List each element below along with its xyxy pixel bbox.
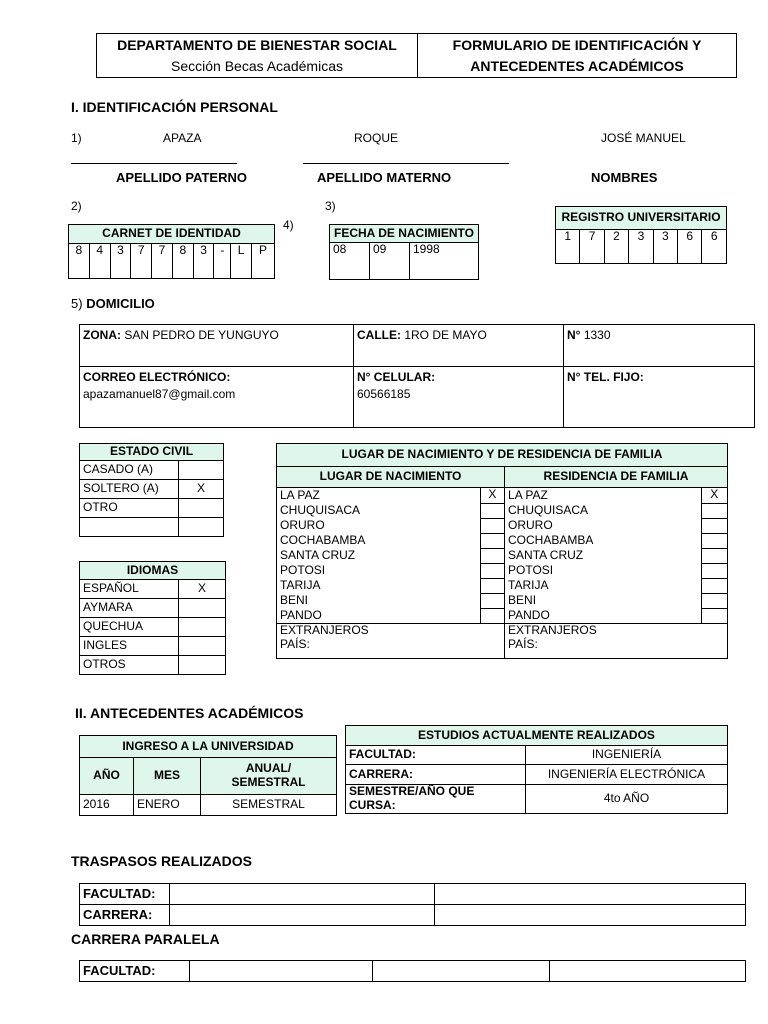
materno-underline — [303, 163, 509, 164]
lugar-nac-dept: TARIJA — [277, 578, 481, 593]
lugar-res-dept: TARIJA — [505, 578, 702, 593]
lugar-res-dept: CHUQUISACA — [505, 503, 702, 518]
estado-civil-checkbox[interactable] — [179, 461, 224, 480]
paterno-underline — [71, 163, 237, 164]
header-box — [96, 33, 737, 78]
idioma-row — [80, 637, 226, 656]
section-subtitle: Sección Becas Académicas — [171, 58, 343, 74]
traspasos-facultad-label: FACULTAD: — [80, 884, 170, 905]
lugar-res-checkbox[interactable] — [701, 563, 727, 578]
col-anual-line1: ANUAL/ — [245, 761, 292, 776]
traspasos-carrera-cell-2[interactable] — [435, 905, 746, 926]
section-personal-heading: I. IDENTIFICACIÓN PERSONAL — [71, 99, 278, 115]
lugar-res-checkbox[interactable]: X — [701, 488, 727, 504]
fecha-dia: 08 — [330, 243, 370, 280]
estudios-table — [345, 725, 728, 814]
idioma-checkbox[interactable]: X — [179, 580, 226, 599]
paralela-heading: CARRERA PARALELA — [71, 931, 220, 947]
lugar-nac-dept: SANTA CRUZ — [277, 548, 481, 563]
col-anual-line2: SEMESTRAL — [231, 775, 306, 789]
lugar-row — [277, 533, 728, 548]
extranjeros-label-1: EXTRANJEROS — [280, 623, 369, 637]
estado-civil-option: CASADO (A) — [80, 461, 179, 480]
zona-label: ZONA: — [83, 328, 121, 342]
lugar-nac-dept: ORURO — [277, 518, 481, 533]
carnet-table — [68, 224, 275, 279]
nombres-label: NOMBRES — [591, 170, 658, 185]
lugar-res-checkbox[interactable] — [701, 593, 727, 608]
carnet-digit: 3 — [110, 244, 131, 279]
traspasos-facultad-cell-1[interactable] — [170, 884, 435, 905]
idioma-checkbox[interactable] — [179, 618, 226, 637]
col-mes-header: MES — [134, 758, 201, 795]
lugar-res-checkbox[interactable] — [701, 533, 727, 548]
pais-label-2: PAÍS: — [508, 636, 538, 651]
estado-civil-option: SOLTERO (A) — [80, 480, 179, 499]
carnet-digit: 7 — [152, 244, 173, 279]
lugar-row — [277, 593, 728, 608]
domicilio-table — [79, 324, 755, 428]
zona-value: SAN PEDRO DE YUNGUYO — [124, 328, 279, 342]
idioma-option: INGLES — [80, 637, 179, 656]
lugar-res-checkbox[interactable] — [701, 608, 727, 624]
semestre-value: 4to AÑO — [526, 785, 728, 814]
idioma-row — [80, 618, 226, 637]
estado-civil-row — [80, 461, 224, 480]
item-4-number: 4) — [283, 218, 294, 232]
lugar-nac-checkbox[interactable] — [480, 533, 504, 548]
form-title-line1: FORMULARIO DE IDENTIFICACIÓN Y — [452, 37, 702, 53]
traspasos-facultad-cell-2[interactable] — [435, 884, 746, 905]
lugar-nacimiento-header: LUGAR DE NACIMIENTO — [277, 467, 505, 488]
lugar-res-dept: SANTA CRUZ — [505, 548, 702, 563]
fecha-table — [329, 224, 479, 280]
lugar-nac-checkbox[interactable]: X — [480, 488, 504, 504]
lugar-row — [277, 548, 728, 563]
lugar-res-dept: LA PAZ — [505, 488, 702, 504]
lugar-nac-dept: PANDO — [277, 608, 481, 624]
facultad-label: FACULTAD: — [346, 746, 526, 765]
nombres-value: JOSÉ MANUEL — [601, 131, 686, 145]
registro-digit: 7 — [580, 230, 604, 264]
ingreso-anio: 2016 — [80, 795, 134, 816]
extranjeros-nacimiento-cell — [277, 624, 505, 659]
idioma-option: QUECHUA — [80, 618, 179, 637]
residencia-familia-header: RESIDENCIA DE FAMILIA — [505, 467, 728, 488]
carnet-label: CARNET DE IDENTIDAD — [69, 225, 275, 244]
traspasos-heading: TRASPASOS REALIZADOS — [71, 853, 252, 869]
calle-cell — [354, 325, 564, 367]
idioma-row — [80, 656, 226, 675]
idiomas-title: IDIOMAS — [80, 562, 226, 580]
apellido-materno-value: ROQUE — [354, 131, 399, 145]
zona-cell — [80, 325, 354, 367]
paralela-cell-3[interactable] — [550, 961, 746, 982]
traspasos-carrera-cell-1[interactable] — [170, 905, 435, 926]
tel-fijo-cell — [564, 367, 755, 428]
extranjeros-label-2: EXTRANJEROS — [508, 623, 597, 637]
lugar-res-dept: PANDO — [505, 608, 702, 624]
lugar-row — [277, 503, 728, 518]
apellido-materno-label: APELLIDO MATERNO — [317, 170, 452, 185]
fecha-anio: 1998 — [410, 243, 479, 280]
pais-label-1: PAÍS: — [280, 636, 310, 651]
celular-value: 60566185 — [357, 386, 411, 401]
lugar-row — [277, 518, 728, 533]
ingreso-anual: SEMESTRAL — [201, 795, 337, 816]
lugar-nac-checkbox[interactable] — [480, 608, 504, 624]
fecha-label: FECHA DE NACIMIENTO — [330, 225, 479, 243]
carnet-digit: 8 — [172, 244, 193, 279]
celular-label: N° CELULAR: — [357, 370, 436, 384]
registro-digit: 2 — [604, 230, 628, 264]
numero-cell — [564, 325, 755, 367]
idioma-option: ESPAÑOL — [80, 580, 179, 599]
lugar-row — [277, 578, 728, 593]
carnet-digit: P — [251, 244, 274, 279]
item-1-number: 1) — [71, 131, 82, 145]
ingreso-table — [79, 735, 337, 816]
idioma-checkbox[interactable] — [179, 656, 226, 675]
lugar-nac-checkbox[interactable] — [480, 503, 504, 518]
lugar-row — [277, 608, 728, 624]
paralela-facultad-label: FACULTAD: — [80, 961, 190, 982]
paralela-table — [79, 960, 746, 982]
estado-civil-table — [79, 443, 224, 537]
lugar-table — [276, 443, 728, 659]
semestre-label: SEMESTRE/AÑO QUE CURSA: — [346, 785, 526, 814]
item-3-number: 3) — [325, 199, 336, 213]
item-2-number: 2) — [71, 199, 82, 213]
apellido-paterno-value: APAZA — [163, 131, 202, 145]
carnet-digit: 3 — [193, 244, 214, 279]
lugar-nac-checkbox[interactable] — [480, 548, 504, 563]
registro-digit: 6 — [702, 230, 727, 264]
col-anio-header: AÑO — [80, 758, 134, 795]
carnet-digit: 4 — [89, 244, 110, 279]
lugar-nac-dept: CHUQUISACA — [277, 503, 481, 518]
lugar-res-dept: BENI — [505, 593, 702, 608]
numero-value: 1330 — [583, 328, 611, 342]
carnet-digit: L — [231, 244, 252, 279]
facultad-value: INGENIERÍA — [526, 746, 728, 765]
lugar-title: LUGAR DE NACIMIENTO Y DE RESIDENCIA DE FAMILIA — [277, 444, 728, 467]
domicilio-heading — [71, 296, 155, 311]
lugar-nac-dept: BENI — [277, 593, 481, 608]
estado-civil-title: ESTADO CIVIL — [80, 444, 224, 461]
ingreso-mes: ENERO — [134, 795, 201, 816]
paralela-cell-2[interactable] — [373, 961, 550, 982]
lugar-nac-checkbox[interactable] — [480, 563, 504, 578]
lugar-res-checkbox[interactable] — [701, 503, 727, 518]
correo-value: apazamanuel87@gmail.com — [83, 386, 236, 401]
lugar-res-checkbox[interactable] — [701, 548, 727, 563]
ingreso-title: INGRESO A LA UNIVERSIDAD — [80, 736, 337, 758]
lugar-res-dept: ORURO — [505, 518, 702, 533]
registro-label: REGISTRO UNIVERSITARIO — [556, 207, 727, 230]
paralela-cell-1[interactable] — [190, 961, 373, 982]
idioma-option: AYMARA — [80, 599, 179, 618]
lugar-nac-checkbox[interactable] — [480, 578, 504, 593]
col-anual-header — [201, 758, 337, 795]
registro-digit: 1 — [556, 230, 580, 264]
idioma-checkbox[interactable] — [179, 599, 226, 618]
lugar-res-dept: POTOSI — [505, 563, 702, 578]
lugar-res-checkbox[interactable] — [701, 518, 727, 533]
traspasos-table — [79, 883, 746, 926]
extranjeros-residencia-cell — [505, 624, 728, 659]
estado-civil-checkbox[interactable]: X — [179, 480, 224, 499]
domicilio-title: DOMICILIO — [86, 296, 155, 311]
correo-cell — [80, 367, 354, 428]
section-academic-heading: II. ANTECEDENTES ACADÉMICOS — [75, 705, 304, 721]
lugar-nac-checkbox[interactable] — [480, 518, 504, 533]
carnet-digit: - — [214, 244, 231, 279]
estado-civil-checkbox[interactable] — [179, 499, 224, 518]
form-title-line2: ANTECEDENTES ACADÉMICOS — [470, 58, 684, 74]
lugar-nac-dept: LA PAZ — [277, 488, 481, 504]
calle-label: CALLE: — [357, 328, 401, 342]
lugar-nac-dept: POTOSI — [277, 563, 481, 578]
registro-digit: 3 — [629, 230, 653, 264]
lugar-nac-dept: COCHABAMBA — [277, 533, 481, 548]
registro-table — [555, 206, 727, 264]
apellido-paterno-label: APELLIDO PATERNO — [116, 170, 247, 185]
carrera-label: CARRERA: — [346, 765, 526, 785]
department-title: DEPARTAMENTO DE BIENESTAR SOCIAL — [117, 37, 397, 53]
registro-digit: 6 — [678, 230, 702, 264]
carrera-value: INGENIERÍA ELECTRÓNICA — [526, 765, 728, 785]
lugar-row — [277, 488, 728, 504]
fecha-mes: 09 — [370, 243, 410, 280]
calle-value: 1RO DE MAYO — [404, 328, 487, 342]
registro-digit: 3 — [653, 230, 677, 264]
estado-civil-row — [80, 480, 224, 499]
lugar-res-dept: COCHABAMBA — [505, 533, 702, 548]
estado-civil-option: OTRO — [80, 499, 179, 518]
lugar-res-checkbox[interactable] — [701, 578, 727, 593]
celular-cell — [354, 367, 564, 428]
idioma-checkbox[interactable] — [179, 637, 226, 656]
carnet-digit: 8 — [69, 244, 90, 279]
traspasos-carrera-label: CARRERA: — [80, 905, 170, 926]
estado-civil-row — [80, 499, 224, 518]
idioma-option: OTROS — [80, 656, 179, 675]
numero-label: N° — [567, 328, 584, 342]
idioma-row — [80, 599, 226, 618]
idiomas-table — [79, 561, 226, 675]
correo-label: CORREO ELECTRÓNICO: — [83, 370, 231, 384]
estudios-title: ESTUDIOS ACTUALMENTE REALIZADOS — [346, 726, 728, 746]
domicilio-number: 5) — [71, 296, 83, 311]
lugar-nac-checkbox[interactable] — [480, 593, 504, 608]
tel-fijo-label: N° TEL. FIJO: — [567, 370, 644, 384]
carnet-digit: 7 — [131, 244, 152, 279]
idioma-row — [80, 580, 226, 599]
lugar-row — [277, 563, 728, 578]
